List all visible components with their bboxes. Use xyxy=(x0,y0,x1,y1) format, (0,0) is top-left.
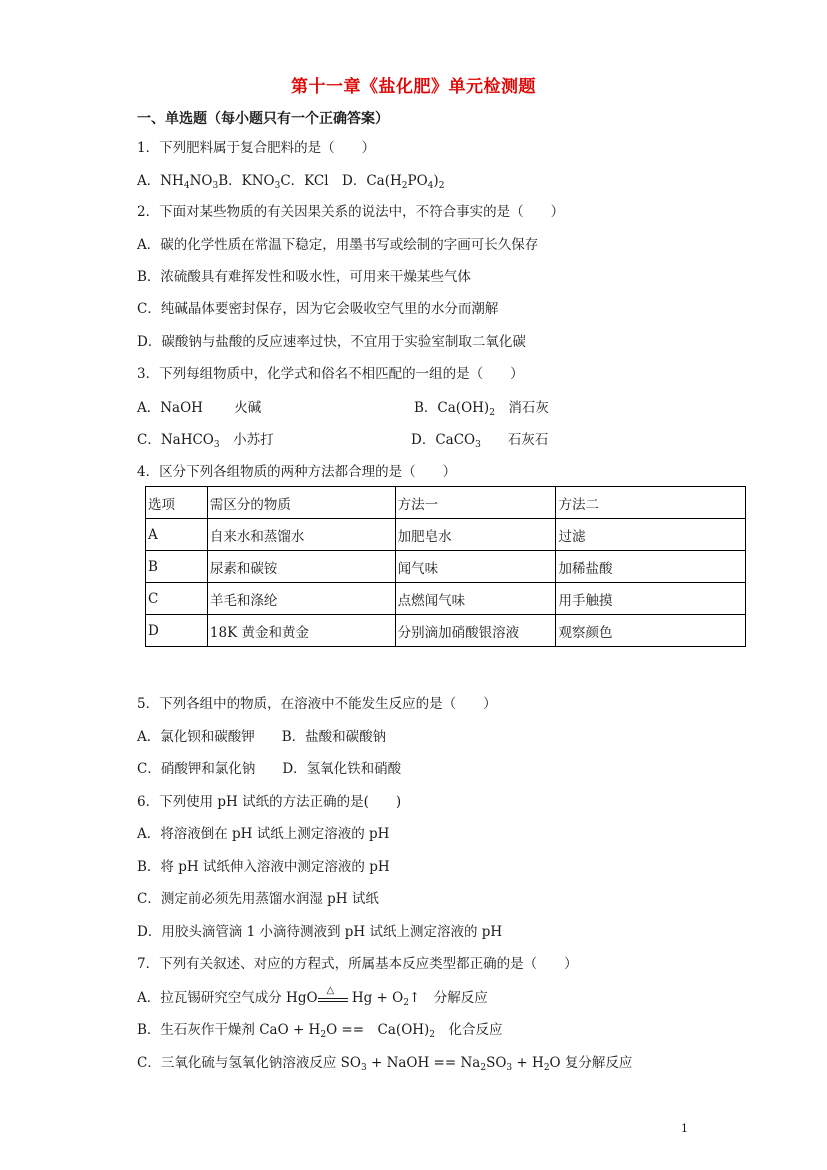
table-row xyxy=(146,519,746,551)
question-7-option-b: B．生石灰作干燥剂 CaO + $H_2O$ == $Ca(OH)_2$ 化合反应 xyxy=(137,1022,503,1040)
table-cell: D xyxy=(146,615,208,647)
table-cell: 18K 黄金和黄金 xyxy=(207,615,395,647)
question-6-option-c: C．测定前必须先用蒸馏水润湿 pH 试纸 xyxy=(137,891,379,907)
table-header-row xyxy=(146,487,746,519)
table-cell: A xyxy=(146,519,208,551)
table-header-cell: 需区分的物质 xyxy=(207,487,395,519)
table-cell: 羊毛和涤纶 xyxy=(207,583,395,615)
table-cell: 点燃闻气味 xyxy=(395,583,556,615)
question-2-option-d: D．碳酸钠与盐酸的反应速率过快，不宜用于实验室制取二氧化碳 xyxy=(137,334,526,350)
question-5-options-cd: C．硝酸钾和氯化钠 D．氢氧化铁和硝酸 xyxy=(137,761,402,777)
question-5-options-ab: A．氯化钡和碳酸钾 B．盐酸和碳酸钠 xyxy=(137,729,387,745)
question-4-table xyxy=(145,486,746,647)
section-heading: 一、单选题（每小题只有一个正确答案） xyxy=(137,111,389,127)
table-cell: 过滤 xyxy=(556,519,746,551)
question-3-stem: 3．下列每组物质中，化学式和俗名不相匹配的一组的是（ ） xyxy=(137,366,524,382)
heating-equals-sign: △ xyxy=(318,993,348,1005)
table-header-cell: 方法一 xyxy=(395,487,556,519)
question-1-options: A．$NH_4NO_3B$．$KNO_3C$．KCl D．$Ca(H_2PO_4)_2$ xyxy=(137,173,445,191)
table-row xyxy=(146,615,746,647)
question-6-stem: 6．下列使用 pH 试纸的方法正确的是( ) xyxy=(137,794,402,810)
table-cell: 加肥皂水 xyxy=(395,519,556,551)
question-6-option-d: D．用胶头滴管滴 1 小滴待测液到 pH 试纸上测定溶液的 pH xyxy=(137,924,503,940)
question-5-stem: 5．下列各组中的物质，在溶液中不能发生反应的是（ ） xyxy=(137,696,497,712)
question-3-option-d: D．CaCO$_3$ 石灰石 xyxy=(411,432,549,450)
question-7-option-a: A．拉瓦锡研究空气成分 HgO △ $Hg + O_2↑$ 分解反应 xyxy=(137,984,488,1008)
table-cell: 分别滴加硝酸银溶液 xyxy=(395,615,556,647)
question-4-stem: 4．区分下列各组物质的两种方法都合理的是（ ） xyxy=(137,464,457,480)
question-7-stem: 7．下列有关叙述、对应的方程式，所属基本反应类型都正确的是（ ） xyxy=(137,956,578,972)
table-cell: 加稀盐酸 xyxy=(556,551,746,583)
question-7-option-c: C．三氧化硫与氢氧化钠溶液反应 $SO_3$ + NaOH == $Na_2SO_3 + H_2O$ 复分解反应 xyxy=(137,1055,633,1073)
table-header-cell: 方法二 xyxy=(556,487,746,519)
table-row xyxy=(146,551,746,583)
table-cell: 观察颜色 xyxy=(556,615,746,647)
table-cell: B xyxy=(146,551,208,583)
question-6-option-a: A．将溶液倒在 pH 试纸上测定溶液的 pH xyxy=(137,826,390,842)
question-2-stem: 2．下面对某些物质的有关因果关系的说法中，不符合事实的是（ ） xyxy=(137,204,565,220)
question-2-option-c: C．纯碱晶体要密封保存，因为它会吸收空气里的水分而潮解 xyxy=(137,301,499,317)
table-cell: 尿素和碳铵 xyxy=(207,551,395,583)
table-cell: 闻气味 xyxy=(395,551,556,583)
table-cell: 自来水和蒸馏水 xyxy=(207,519,395,551)
table-cell: 用手触摸 xyxy=(556,583,746,615)
question-3-option-b: B．$Ca(OH)_2$ 消石灰 xyxy=(414,400,549,418)
page-number: 1 xyxy=(681,1122,688,1135)
table-cell: C xyxy=(146,583,208,615)
table-header-cell: 选项 xyxy=(146,487,208,519)
question-3-option-c: C．NaHCO$_3$ 小苏打 xyxy=(137,432,274,450)
question-6-option-b: B．将 pH 试纸伸入溶液中测定溶液的 pH xyxy=(137,859,390,875)
question-3-option-a: A．NaOH 火碱 xyxy=(137,400,262,416)
question-2-option-b: B．浓硫酸具有难挥发性和吸水性，可用来干燥某些气体 xyxy=(137,269,471,285)
document-title: 第十一章《盐化肥》单元检测题 xyxy=(291,77,536,97)
table-row xyxy=(146,583,746,615)
question-1-stem: 1．下列肥料属于复合肥料的是（ ） xyxy=(137,140,376,156)
question-2-option-a: A．碳的化学性质在常温下稳定，用墨书写或绘制的字画可长久保存 xyxy=(137,237,539,253)
